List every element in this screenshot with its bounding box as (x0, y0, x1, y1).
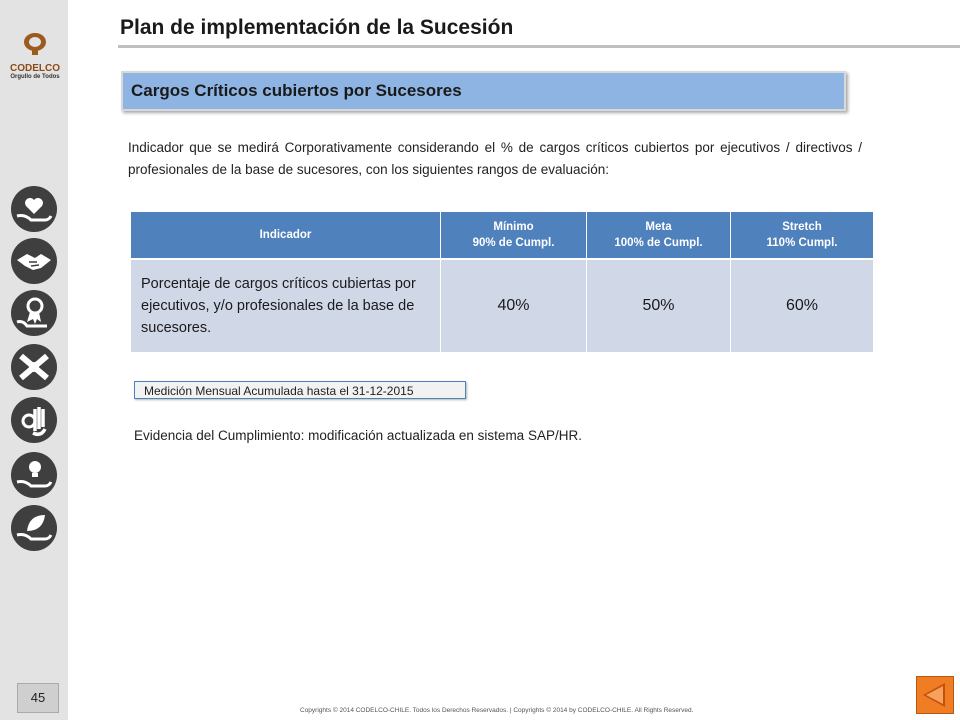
ok-hand-icon (11, 397, 57, 443)
heart-hand-icon (11, 186, 57, 232)
sidebar (0, 0, 68, 720)
lightbulb-hand-icon (11, 452, 57, 498)
logo-name: CODELCO (10, 63, 60, 74)
measurement-note: Medición Mensual Acumulada hasta el 31-12-2015 (134, 381, 466, 399)
indicator-table (131, 212, 873, 352)
table-header-stretch (731, 212, 874, 259)
handshake-icon (11, 238, 57, 284)
header-sublabel: 90% de Cumpl. (472, 237, 555, 249)
table-cell-meta: 50% (587, 259, 731, 352)
back-button[interactable] (916, 676, 954, 714)
table-header-meta (587, 212, 731, 259)
title-divider (118, 45, 960, 48)
table-header-indicador (131, 212, 441, 259)
section-banner: Cargos Críticos cubiertos por Sucesores (121, 71, 846, 111)
codelco-emblem-icon (21, 32, 49, 56)
header-label: Mínimo (493, 221, 534, 233)
header-sublabel: 100% de Cumpl. (614, 237, 703, 249)
evidence-text: Evidencia del Cumplimiento: modificación actualizada en sistema SAP/HR. (134, 428, 582, 443)
header-label: Indicador (259, 229, 312, 241)
table-header-row (131, 212, 873, 259)
page-number: 45 (17, 683, 59, 713)
tree-icon (11, 344, 57, 390)
back-arrow-icon (917, 677, 953, 713)
header-label: Stretch (782, 221, 822, 233)
award-icon (11, 290, 57, 336)
table-cell-indicator: Porcentaje de cargos críticos cubiertas por ejecutivos, y/o profesionales de la base de sucesores. (131, 259, 441, 352)
header-sublabel: 110% Cumpl. (766, 237, 838, 249)
table-cell-stretch: 60% (731, 259, 874, 352)
header-label: Meta (645, 221, 672, 233)
indicator-description: Indicador que se medirá Corporativamente considerando el % de cargos críticos cubiertos por ejecutivos / directivos / profesionales de la base de sucesores, con los siguientes rangos de evaluación: (128, 140, 862, 177)
logo-tagline: Orgullo de Todos (10, 74, 60, 80)
copyright-footer: Copyrights © 2014 CODELCO-CHILE. Todos los Derechos Reservados. | Copyrights © 2014 by CODELCO-CHILE. All Rights Reserved. (300, 707, 694, 714)
table-cell-minimo: 40% (441, 259, 587, 352)
codelco-logo (6, 32, 64, 88)
leaf-hand-icon (11, 505, 57, 551)
table-header-minimo (441, 212, 587, 259)
page-title: Plan de implementación de la Sucesión (120, 16, 514, 39)
table-row (131, 259, 873, 352)
